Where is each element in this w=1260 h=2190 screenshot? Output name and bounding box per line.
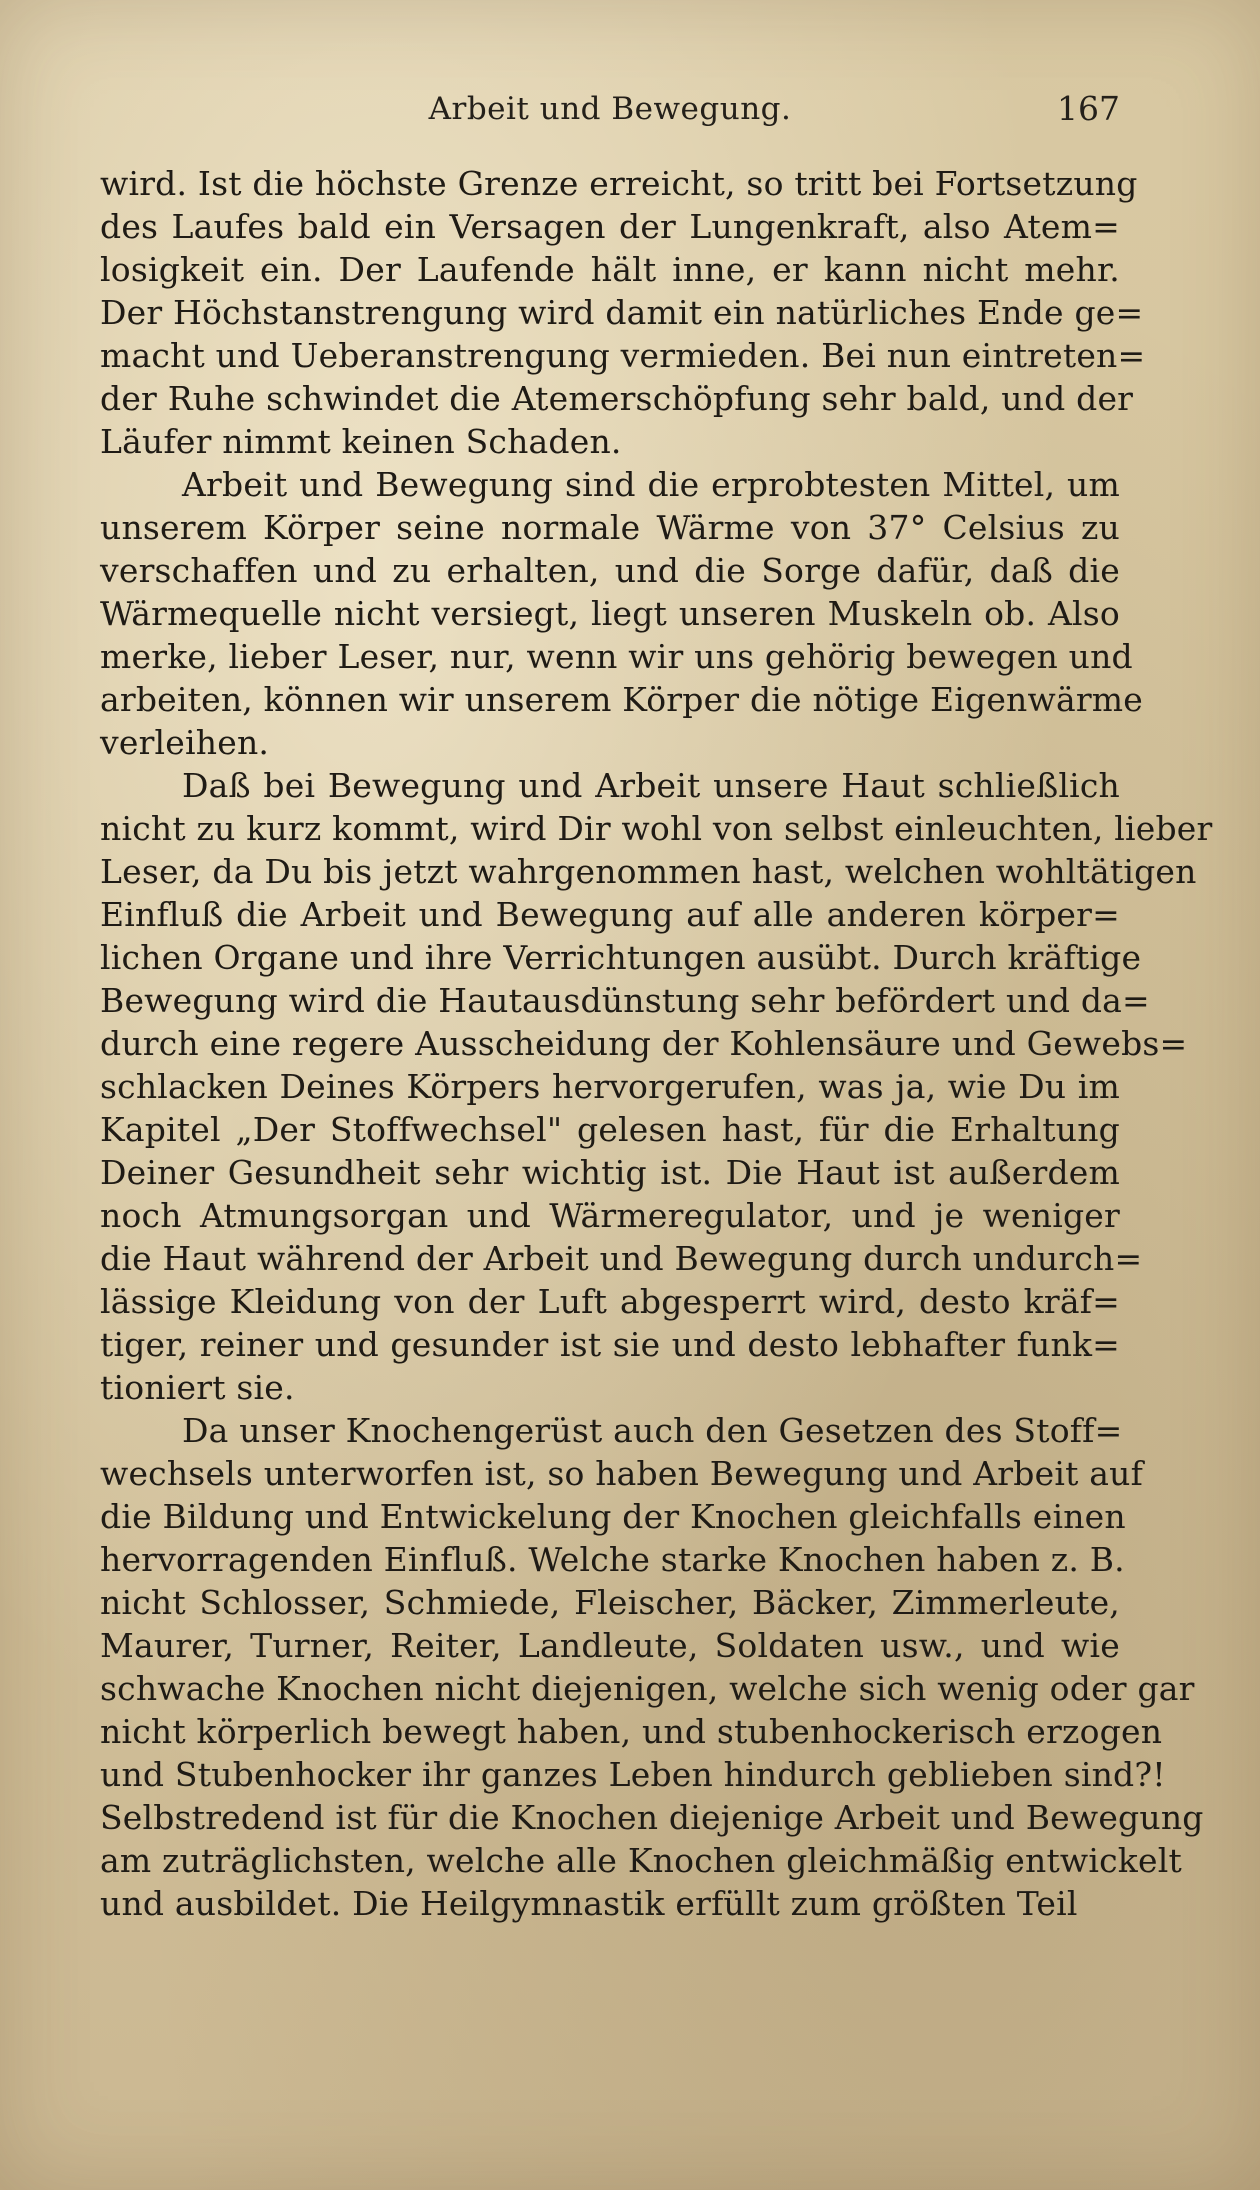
text-line: nicht zu kurz kommt, wird Dir wohl von selbst einleuchten, lieber (100, 809, 1213, 848)
running-title: Arbeit und Bewegung. (428, 91, 792, 127)
text-line: losigkeit ein. Der Laufende hält inne, er kann nicht mehr. (100, 250, 1120, 289)
text-line: Leser, da Du bis jetzt wahrgenommen hast, welchen wohltätigen (100, 852, 1197, 891)
text-line: Wärmequelle nicht versiegt, liegt unseren Muskeln ob. Also (100, 594, 1120, 633)
text-line: Selbstredend ist für die Knochen diejenige Arbeit und Bewegung (100, 1798, 1204, 1837)
text-line: die Bildung und Entwickelung der Knochen gleichfalls einen (100, 1497, 1126, 1536)
text-line: lässige Kleidung von der Luft abgesperrt wird, desto kräf= (100, 1282, 1120, 1321)
running-head (100, 86, 1120, 132)
text-line: macht und Ueberanstrengung vermieden. Bei nun eintreten= (100, 336, 1146, 375)
text-line: tioniert sie. (100, 1368, 295, 1407)
text-line: hervorragenden Einfluß. Welche starke Knochen haben z. B. (100, 1540, 1125, 1579)
text-line: Läufer nimmt keinen Schaden. (100, 422, 622, 461)
paragraph (100, 162, 1146, 463)
text-line: der Ruhe schwindet die Atemerschöpfung sehr bald, und der (100, 379, 1134, 418)
text-line: lichen Organe und ihre Verrichtungen ausübt. Durch kräftige (100, 938, 1142, 977)
text-line: Einfluß die Arbeit und Bewegung auf alle anderen körper= (100, 895, 1120, 934)
paragraph (100, 764, 1213, 1409)
text-line: Daß bei Bewegung und Arbeit unsere Haut schließlich (182, 766, 1120, 805)
text-line: Bewegung wird die Hautausdünstung sehr befördert und da= (100, 981, 1150, 1020)
text-line: schwache Knochen nicht diejenigen, welche sich wenig oder gar (100, 1669, 1195, 1708)
text-line: Der Höchstanstrengung wird damit ein natürliches Ende ge= (100, 293, 1144, 332)
text-line: Da unser Knochengerüst auch den Gesetzen des Stoff= (182, 1411, 1123, 1450)
text-line: verschaffen und zu erhalten, und die Sorge dafür, daß die (100, 551, 1120, 590)
paragraph (100, 463, 1144, 764)
text-line: wechsels unterworfen ist, so haben Bewegung und Arbeit auf (100, 1454, 1143, 1493)
text-line: wird. Ist die höchste Grenze erreicht, so tritt bei Fortsetzung (100, 164, 1138, 203)
text-line: und Stubenhocker ihr ganzes Leben hindurch geblieben sind?! (100, 1755, 1166, 1794)
text-line: Deiner Gesundheit sehr wichtig ist. Die Haut ist außerdem (100, 1153, 1120, 1192)
text-line: Arbeit und Bewegung sind die erprobtesten Mittel, um (182, 465, 1120, 504)
text-line: verleihen. (100, 723, 270, 762)
text-line: tiger, reiner und gesunder ist sie und desto lebhafter funk= (100, 1325, 1120, 1364)
text-line: nicht körperlich bewegt haben, und stubenhockerisch erzogen (100, 1712, 1163, 1751)
text-line: Kapitel „Der Stoffwechsel" gelesen hast, für die Erhaltung (100, 1110, 1120, 1149)
text-line: durch eine regere Ausscheidung der Kohlensäure und Gewebs= (100, 1024, 1188, 1063)
text-line: des Laufes bald ein Versagen der Lungenkraft, also Atem= (100, 207, 1120, 246)
text-line: unserem Körper seine normale Wärme von 37° Celsius zu (100, 508, 1120, 547)
paragraph (100, 1409, 1204, 1925)
text-line: merke, lieber Leser, nur, wenn wir uns gehörig bewegen und (100, 637, 1133, 676)
text-line: Maurer, Turner, Reiter, Landleute, Soldaten usw., und wie (100, 1626, 1120, 1665)
text-line: schlacken Deines Körpers hervorgerufen, was ja, wie Du im (100, 1067, 1120, 1106)
text-line: am zuträglichsten, welche alle Knochen gleichmäßig entwickelt (100, 1841, 1182, 1880)
text-line: die Haut während der Arbeit und Bewegung durch undurch= (100, 1239, 1143, 1278)
page-number: 167 (1057, 89, 1120, 128)
body-text (100, 162, 1213, 1925)
text-line: und ausbildet. Die Heilgymnastik erfüllt zum größten Teil (100, 1884, 1078, 1923)
text-line: noch Atmungsorgan und Wärmeregulator, und je weniger (100, 1196, 1120, 1235)
text-line: nicht Schlosser, Schmiede, Fleischer, Bäcker, Zimmerleute, (100, 1583, 1120, 1622)
text-line: arbeiten, können wir unserem Körper die nötige Eigenwärme (100, 680, 1144, 719)
